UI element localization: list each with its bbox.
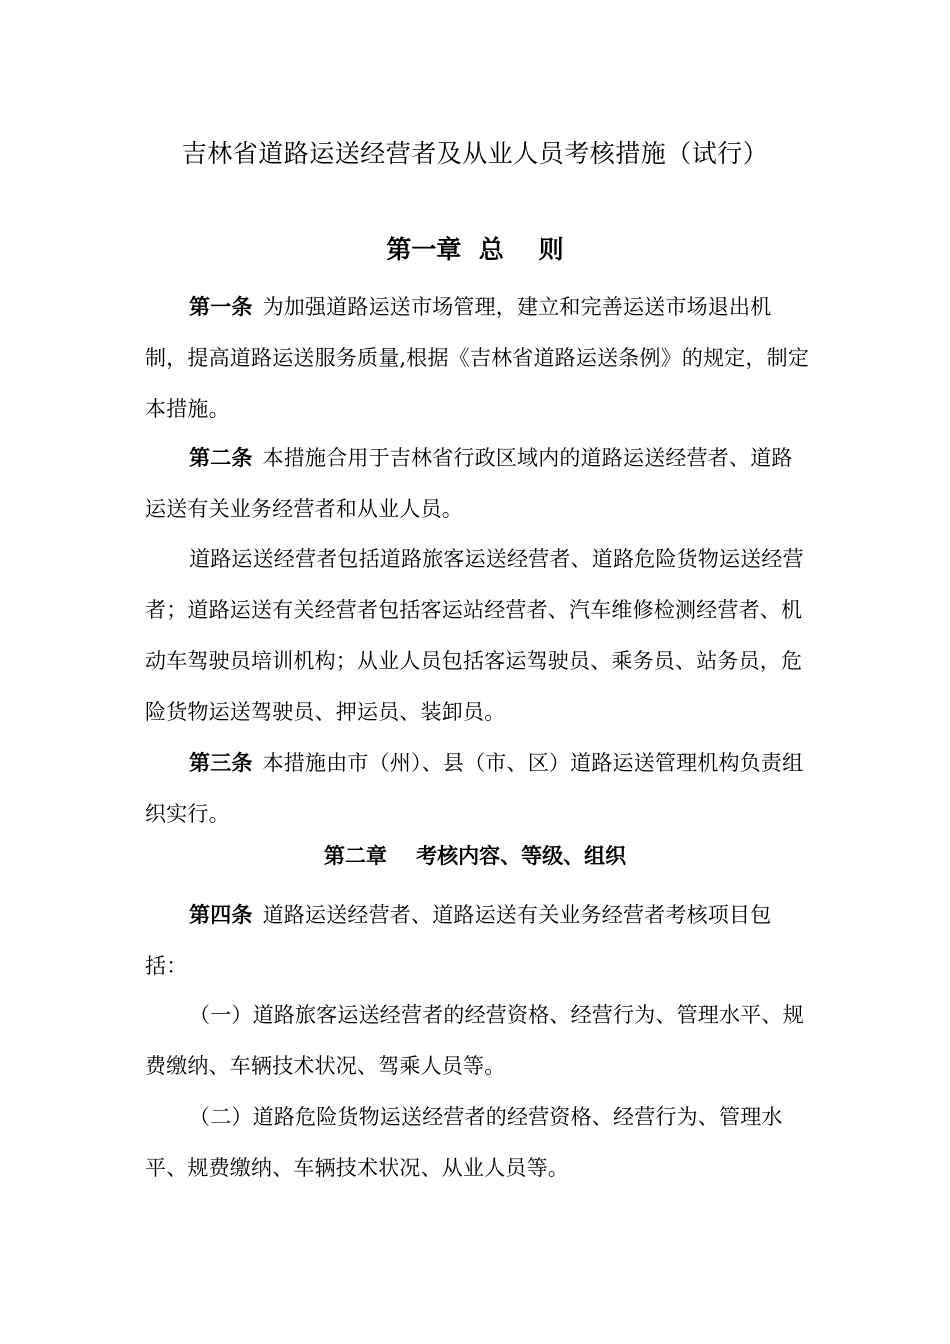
article-3-text: 本措施由市（州）、县（市、区）道路运送管理机构负责组织实行。 (145, 751, 804, 826)
article-2 (145, 432, 810, 535)
article-2-paragraph-2 (145, 534, 810, 738)
document-title: 吉林省道路运送经营者及从业人员考核措施（试行） (181, 139, 769, 168)
article-4-item-1-text: （一）道路旅客运送经营者的经营资格、经营行为、管理水平、规费缴纳、车辆技术状况、驾乘人员等。 (145, 1003, 804, 1078)
chapter-2-heading: 第二章 考核内容、等级、组织 (323, 843, 627, 868)
article-4 (145, 889, 810, 992)
article-4-label: 第四条 (189, 902, 253, 927)
article-4-text: 道路运送经营者、道路运送有关业务经营者考核项目包括： (145, 903, 772, 978)
article-2-label: 第二条 (189, 445, 253, 470)
article-3 (145, 737, 810, 840)
article-1-label: 第一条 (189, 294, 253, 319)
article-2-text: 本措施合用于吉林省行政区域内的道路运送经营者、道路运送有关业务经营者和从业人员。 (145, 446, 793, 521)
article-1 (145, 281, 810, 435)
chapter-1-heading: 第一章 总 则 (386, 235, 564, 264)
article-4-item-1 (145, 990, 810, 1092)
article-4-item-2 (145, 1092, 810, 1194)
article-2-paragraph-2-text: 道路运送经营者包括道路旅客运送经营者、道路危险货物运送经营者；道路运送有关经营者包括客运站经营者、汽车维修检测经营者、机动车驾驶员培训机构；从业人员包括客运驾驶员、乘务员、站务员，危险货物运送驾驶员、押运员、装卸员。 (145, 547, 804, 724)
article-4-item-2-text: （二）道路危险货物运送经营者的经营资格、经营行为、管理水平、规费缴纳、车辆技术状况、从业人员等。 (145, 1105, 783, 1180)
article-3-label: 第三条 (189, 750, 253, 775)
article-1-text: 为加强道路运送市场管理，建立和完善运送市场退出机制，提高道路运送服务质量,根据《吉林省道路运送条例》的规定，制定本措施。 (145, 295, 810, 421)
